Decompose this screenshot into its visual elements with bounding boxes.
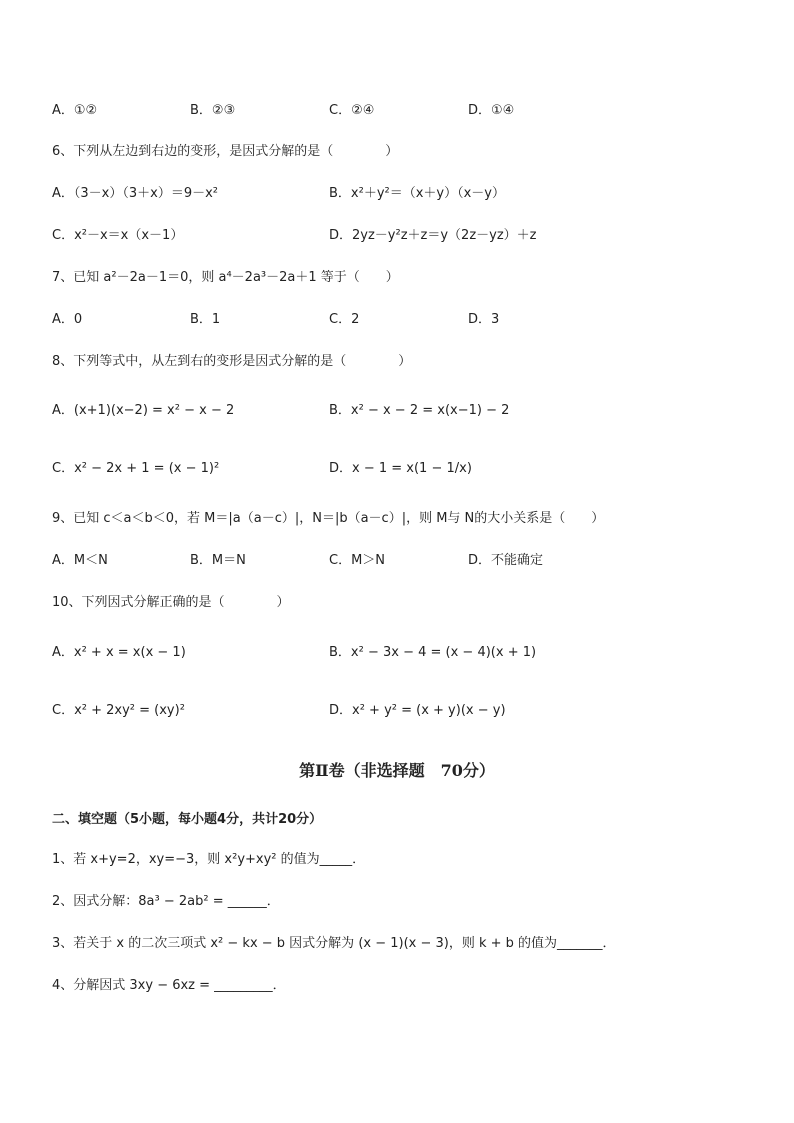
q9-option-a: A．M＜N: [52, 553, 108, 568]
q10-option-d: D．x² + y² = (x + y)(x − y): [329, 703, 506, 718]
q7-option-c: C．2: [329, 312, 360, 327]
q10-option-c: C．x² + 2xy² = (xy)²: [52, 703, 185, 718]
q7-option-a: A．0: [52, 312, 83, 327]
fill-section-header: 二、填空题（5小题，每小题4分，共计20分）: [52, 812, 323, 827]
q8-option-b: B．x² − x − 2 = x(x−1) − 2: [329, 403, 510, 418]
q9-option-b: B．M＝N: [190, 553, 246, 568]
q6-option-d: D．2yz－y²z＋z＝y（2z－yz）＋z: [329, 228, 537, 243]
q9-stem: 9、已知 c＜a＜b＜0，若 M＝|a（a－c）|，N＝|b（a－c）|，则 M与 N的大小关系是（ ）: [52, 511, 605, 526]
q8-option-d: D．x − 1 = x(1 − 1/x): [329, 461, 472, 476]
q7-option-b: B．1: [190, 312, 221, 327]
q5-option-b: B．②③: [190, 103, 236, 118]
q5-option-c: C．②④: [329, 103, 375, 118]
q6-option-a: A．（3－x）（3＋x）＝9－x²: [52, 186, 218, 201]
fill-question-3: 3、若关于 x 的二次三项式 x² − kx − b 因式分解为 (x − 1)(x − 3)，则 k + b 的值为_______．: [52, 936, 616, 951]
q9-option-d: D．不能确定: [468, 553, 544, 568]
q8-option-c: C．x² − 2x + 1 = (x − 1)²: [52, 461, 220, 476]
q8-stem: 8、下列等式中，从左到右的变形是因式分解的是（ ）: [52, 354, 412, 369]
q5-option-d: D．①④: [468, 103, 515, 118]
q10-stem: 10、下列因式分解正确的是（ ）: [52, 595, 290, 610]
section-title: 第Ⅱ卷（非选择题 70分）: [299, 761, 495, 780]
q6-stem: 6、下列从左边到右边的变形，是因式分解的是（ ）: [52, 144, 399, 159]
q5-option-a: A．①②: [52, 103, 98, 118]
q6-option-c: C．x²－x＝x（x－1）: [52, 228, 184, 243]
q9-option-c: C．M＞N: [329, 553, 386, 568]
fill-question-4: 4、分解因式 3xy − 6xz = _________．: [52, 978, 286, 993]
q7-option-d: D．3: [468, 312, 500, 327]
q7-stem: 7、已知 a²－2a－1＝0，则 a⁴－2a³－2a＋1 等于（ ）: [52, 270, 399, 285]
fill-question-2: 2、因式分解：8a³ − 2ab² = ______．: [52, 894, 280, 909]
q10-option-b: B．x² − 3x − 4 = (x − 4)(x + 1): [329, 645, 537, 660]
fill-question-1: 1、若 x+y=2，xy=−3，则 x²y+xy² 的值为_____．: [52, 852, 366, 867]
q6-option-b: B．x²＋y²＝（x＋y）（x－y）: [329, 186, 506, 201]
q8-option-a: A．(x+1)(x−2) = x² − x − 2: [52, 403, 235, 418]
q10-option-a: A．x² + x = x(x − 1): [52, 645, 186, 660]
